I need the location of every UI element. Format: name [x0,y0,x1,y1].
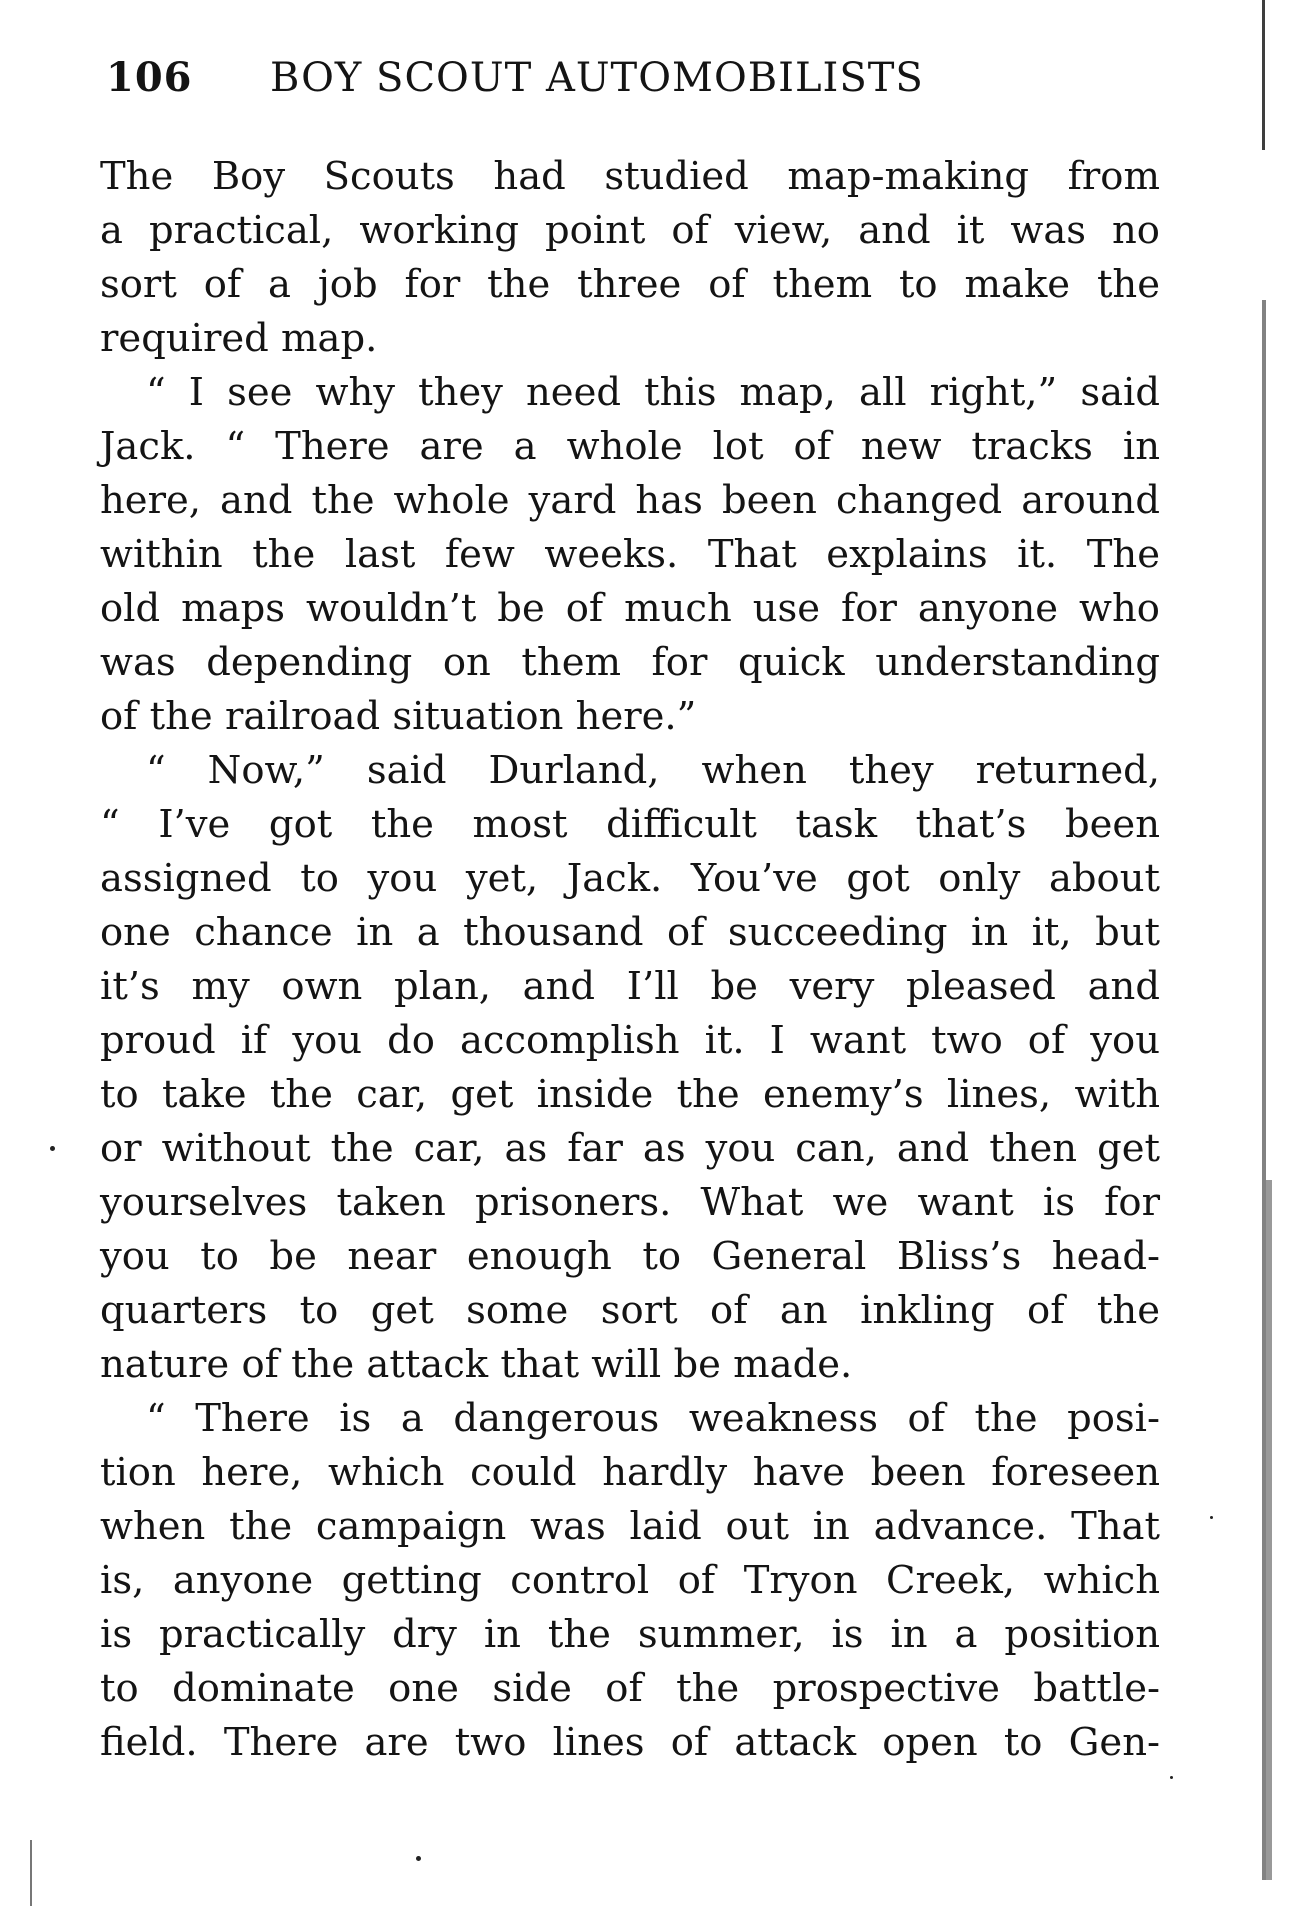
page-number: 106 [106,54,193,101]
text-line: “ I’ve got the most difficult task that’s been [100,802,1160,847]
text-line: proud if you do accomplish it. I want two of you [100,1018,1160,1063]
text-line: The Boy Scouts had studied map-making from [100,154,1160,199]
scan-speck [1170,1776,1173,1779]
scan-speck [50,1146,55,1151]
scan-edge-mark [1266,1180,1272,1880]
text-line: Jack. “ There are a whole lot of new tracks in [100,424,1160,469]
text-line: or without the car, as far as you can, and then get [100,1126,1160,1171]
body-text [100,150,1160,1770]
text-line: when the campaign was laid out in advance. That [100,1504,1160,1549]
text-line: is practically dry in the summer, is in a position [100,1612,1160,1657]
text-line: “ Now,” said Durland, when they returned, [146,748,1160,793]
text-line: sort of a job for the three of them to make the [100,262,1160,307]
text-line: tion here, which could hardly have been foreseen [100,1450,1160,1495]
text-line: within the last few weeks. That explains it. The [100,532,1160,577]
text-line: one chance in a thousand of succeeding in it, but [100,910,1160,955]
text-line: was depending on them for quick understanding [100,640,1160,685]
text-line: field. There are two lines of attack open to Gen- [100,1720,1160,1765]
text-line: assigned to you yet, Jack. You’ve got only about [100,856,1160,901]
text-line: here, and the whole yard has been changed around [100,478,1160,523]
scan-speck [416,1856,421,1861]
text-line: “ There is a dangerous weakness of the posi- [146,1396,1160,1441]
scan-edge-mark [30,1840,32,1906]
text-line: quarters to get some sort of an inkling of the [100,1288,1160,1333]
running-title: BOY SCOUT AUTOMOBILISTS [270,55,924,101]
text-line: yourselves taken prisoners. What we want is for [100,1180,1160,1225]
scan-edge-mark [1262,0,1265,150]
text-line: nature of the attack that will be made. [100,1342,853,1387]
scan-speck [1210,1516,1213,1519]
text-line: it’s my own plan, and I’ll be very pleased and [100,964,1160,1009]
text-line: “ I see why they need this map, all right,” said [146,370,1160,415]
text-line: to take the car, get inside the enemy’s lines, with [100,1072,1160,1117]
text-line: is, anyone getting control of Tryon Creek, which [100,1558,1160,1603]
text-line: old maps wouldn’t be of much use for anyone who [100,586,1160,631]
text-line: to dominate one side of the prospective battle- [100,1666,1160,1711]
text-line: you to be near enough to General Bliss’s head- [100,1234,1160,1279]
running-head [106,48,1026,108]
text-line: of the railroad situation here.” [100,694,697,739]
text-line: a practical, working point of view, and it was no [100,208,1160,253]
text-line: required map. [100,316,378,361]
